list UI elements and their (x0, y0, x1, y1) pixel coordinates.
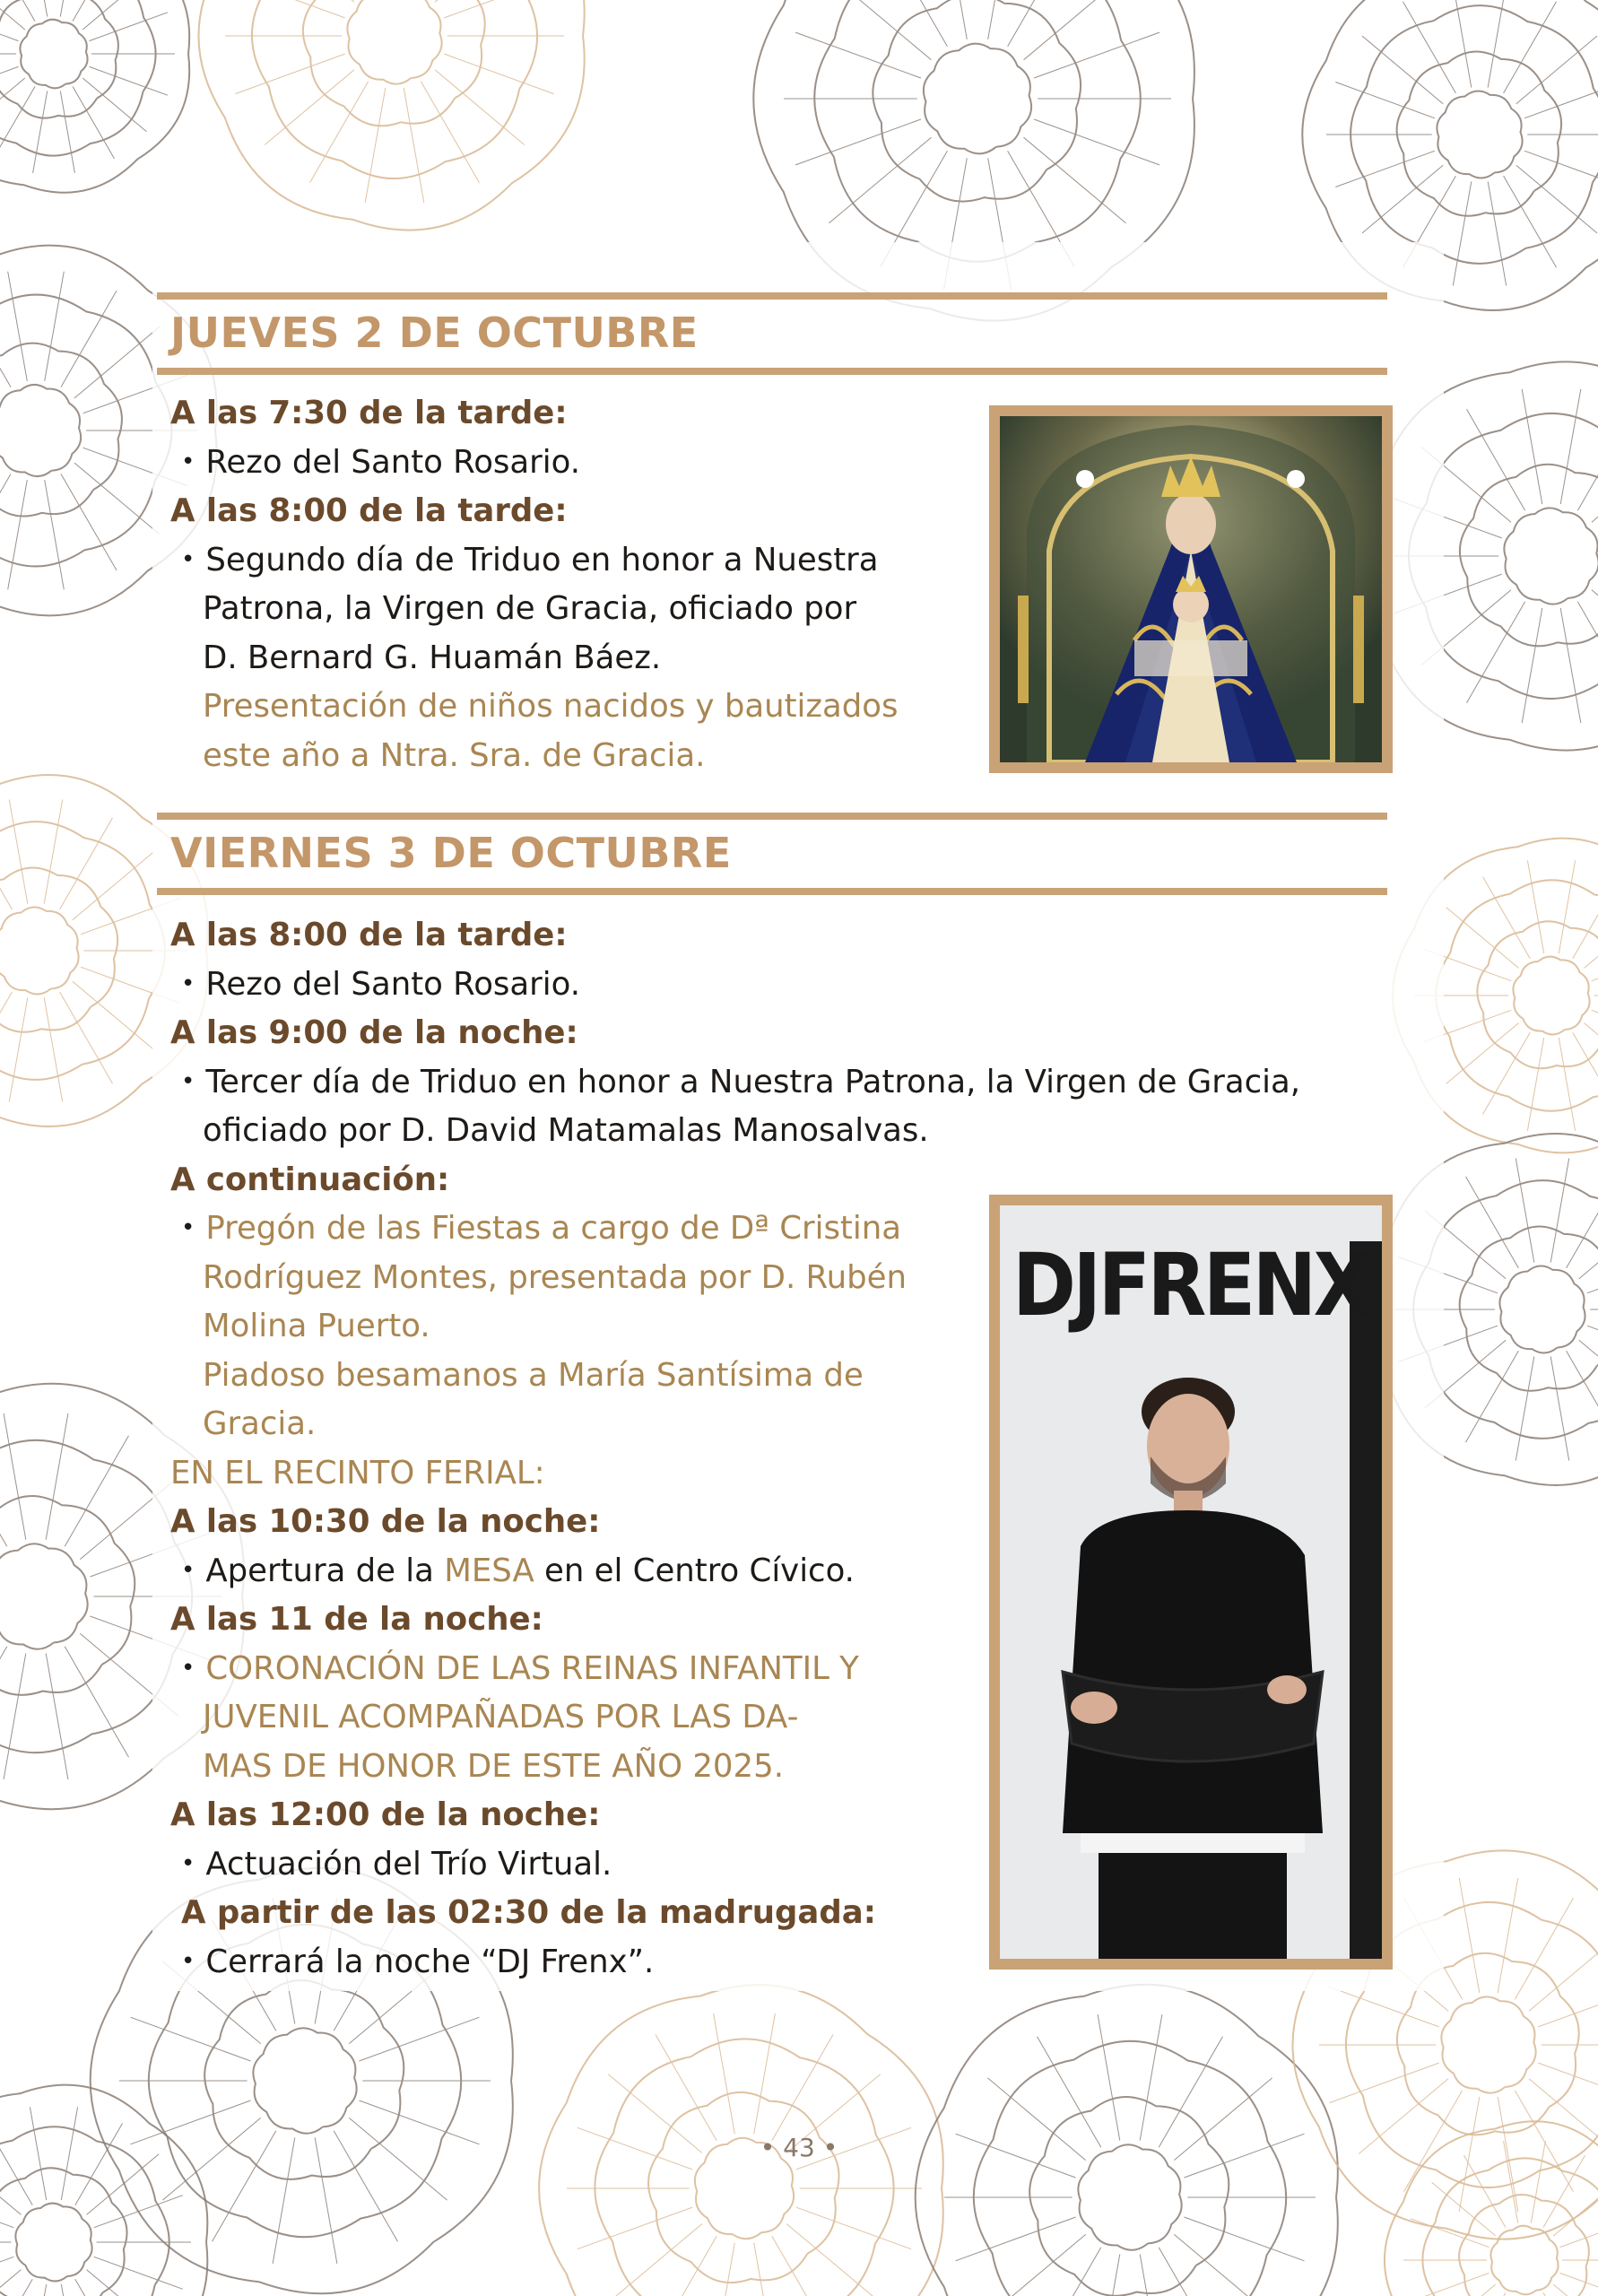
schedule-item (181, 1650, 859, 1687)
schedule-time: A las 8:00 de la tarde: (170, 917, 568, 953)
schedule-item (181, 1064, 1300, 1100)
schedule-text-highlight: MESA (444, 1552, 534, 1589)
schedule-text: Segundo día de Triduo en honor a Nuestra (205, 541, 879, 578)
schedule-text: CORONACIÓN DE LAS REINAS INFANTIL Y (205, 1649, 859, 1687)
schedule-text: Rezo del Santo Rosario. (205, 443, 581, 481)
schedule-item (181, 966, 580, 1003)
section-2-top-rule (157, 813, 1387, 820)
section-2-bottom-rule (157, 888, 1387, 895)
schedule-text: MAS DE HONOR DE ESTE AÑO 2025. (203, 1747, 784, 1785)
schedule-time: A las 12:00 de la noche: (170, 1796, 601, 1833)
schedule-text: Gracia. (203, 1405, 317, 1442)
schedule-time: A las 10:30 de la noche: (170, 1503, 601, 1540)
schedule-time: A partir de las 02:30 de la madrugada: (181, 1894, 876, 1931)
schedule-time: A las 11 de la noche: (170, 1601, 543, 1638)
dj-frenx-image (1000, 1205, 1382, 1959)
bullet-icon: • (181, 1849, 195, 1877)
section-1-bottom-rule (157, 368, 1387, 375)
schedule-item (181, 1552, 855, 1589)
bullet-icon: • (181, 1556, 195, 1584)
schedule-text: JUVENIL ACOMPAÑADAS POR LAS DA- (203, 1699, 799, 1735)
virgin-de-gracia-image (1000, 416, 1382, 762)
bullet-icon: • (181, 1214, 195, 1241)
schedule-item (181, 1846, 612, 1883)
schedule-text: Presentación de niños nacidos y bautizados (203, 688, 899, 725)
schedule-text-before: Apertura de la (205, 1552, 445, 1589)
schedule-time: A las 7:30 de la tarde: (170, 395, 568, 431)
bullet-icon: • (181, 448, 195, 475)
schedule-text: Molina Puerto. (203, 1308, 430, 1344)
section-1-title: JUEVES 2 DE OCTUBRE (170, 309, 699, 357)
schedule-time: A las 8:00 de la tarde: (170, 492, 568, 529)
bullet-icon: • (181, 1947, 195, 1975)
schedule-item (181, 1944, 654, 1980)
schedule-item (181, 1210, 901, 1247)
schedule-text: Cerrará la noche “DJ Frenx”. (205, 1943, 655, 1980)
schedule-text: Rezo del Santo Rosario. (205, 965, 581, 1003)
bullet-icon: • (181, 1067, 195, 1095)
bullet-icon: • (181, 970, 195, 997)
schedule-text: Patrona, la Virgen de Gracia, oficiado por (203, 590, 857, 627)
schedule-time: A continuación: (170, 1161, 450, 1198)
schedule-text-after: en el Centro Cívico. (534, 1552, 855, 1589)
bullet-icon: • (181, 545, 195, 573)
schedule-item (181, 444, 580, 481)
schedule-time: A las 9:00 de la noche: (170, 1014, 578, 1051)
venue-heading: EN EL RECINTO FERIAL: (170, 1454, 545, 1492)
schedule-text: Pregón de las Fiestas a cargo de Dª Cristina (205, 1210, 901, 1247)
dj-logo-text: DJFRENX (1012, 1235, 1372, 1335)
virgin-photo-frame (989, 405, 1393, 773)
schedule-text: Actuación del Trío Virtual. (205, 1845, 612, 1883)
schedule-item (181, 542, 879, 578)
bullet-icon: • (181, 1654, 195, 1682)
schedule-text: Tercer día de Triduo en honor a Nuestra Patrona, la Virgen de Gracia, (205, 1063, 1301, 1100)
page-number: • 43 • (760, 2133, 838, 2162)
schedule-text: D. Bernard G. Huamán Báez. (203, 639, 662, 676)
section-1-top-rule (157, 292, 1387, 300)
schedule-text: Rodríguez Montes, presentada por D. Rubén (203, 1258, 908, 1296)
schedule-text: Piadoso besamanos a María Santísima de (203, 1356, 864, 1394)
section-2-title: VIERNES 3 DE OCTUBRE (170, 829, 732, 877)
schedule-text: oficiado por D. David Matamalas Manosalvas. (203, 1112, 929, 1149)
schedule-text: este año a Ntra. Sra. de Gracia. (203, 736, 706, 774)
dj-photo-frame (989, 1195, 1393, 1970)
